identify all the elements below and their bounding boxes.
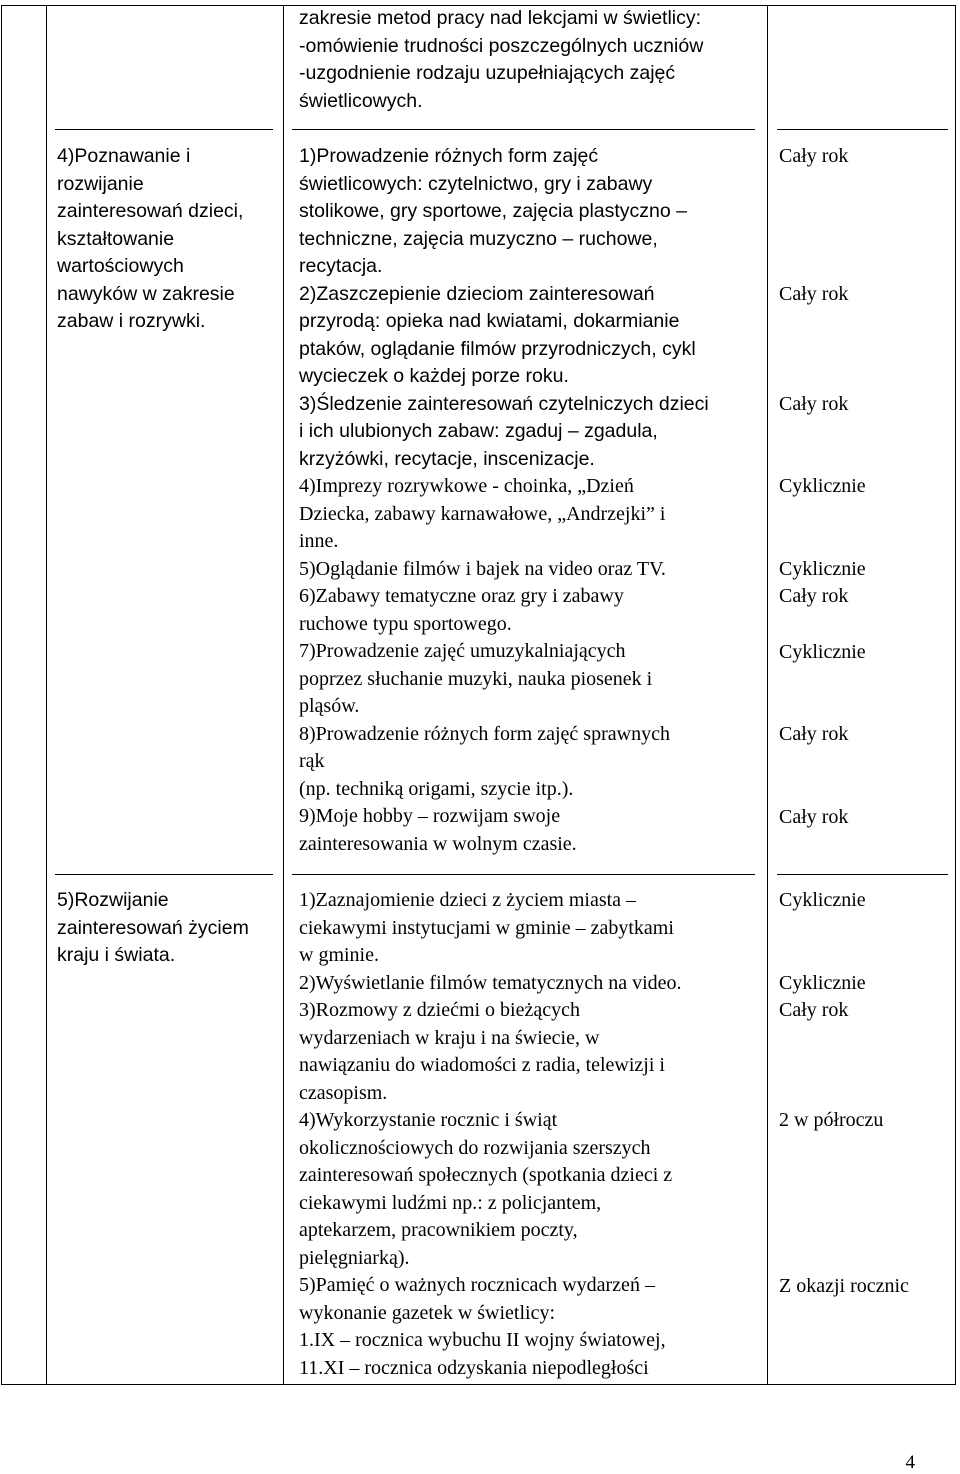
- text-line: zainteresowań społecznych (spotkania dzieci z: [299, 1164, 673, 1186]
- row-separator: [777, 874, 948, 875]
- text-line: 9)Moje hobby – rozwijam swoje: [299, 805, 561, 827]
- text-line: -uzgodnienie rodzaju uzupełniających zajęć: [299, 62, 676, 84]
- term-label: Cyklicznie: [779, 972, 866, 994]
- text-line: zainteresowań życiem: [57, 916, 249, 939]
- row-separator: [292, 874, 755, 875]
- text-line: 8)Prowadzenie różnych form zajęć sprawnych: [299, 722, 670, 745]
- text-line: 1.IX – rocznica wybuchu II wojny światowej,: [299, 1329, 666, 1351]
- section-4-tasks-part2: [299, 473, 670, 858]
- text-line: -omówienie trudności poszczególnych uczniów: [299, 34, 704, 57]
- text-line: wycieczek o każdej porze roku.: [299, 365, 569, 387]
- term-label: Cały rok: [779, 393, 849, 415]
- text-line: kształtowanie: [57, 227, 175, 250]
- term-label: Cyklicznie: [779, 889, 866, 911]
- term-label: 2 w półroczu: [779, 1109, 884, 1131]
- text-line: 4)Poznawanie i: [57, 145, 191, 167]
- term-label: Z okazji rocznic: [779, 1275, 909, 1297]
- text-line: wydarzeniach w kraju i na świecie, w: [299, 1026, 600, 1049]
- term-label: Cały rok: [779, 723, 849, 745]
- column-divider-1: [46, 5, 47, 1385]
- term-label: Cały rok: [779, 585, 849, 607]
- text-line: czasopism.: [299, 1081, 388, 1104]
- text-line: inne.: [299, 530, 339, 552]
- text-line: rąk: [299, 750, 325, 772]
- text-line: 1)Prowadzenie różnych form zajęć: [299, 145, 599, 167]
- text-line: 1)Zaznajomienie dzieci z życiem miasta –: [299, 889, 637, 911]
- row-separator: [292, 129, 755, 130]
- text-line: w gminie.: [299, 944, 379, 966]
- section-4-topic: [57, 143, 243, 336]
- text-line: nawiązaniu do wiadomości z radia, telewizji i: [299, 1054, 665, 1076]
- text-line: kraju i świata.: [57, 944, 176, 966]
- text-line: 5)Pamięć o ważnych rocznicach wydarzeń –: [299, 1274, 655, 1296]
- text-line: 4)Wykorzystanie rocznic i świąt: [299, 1109, 558, 1131]
- text-line: pielęgniarką).: [299, 1246, 410, 1269]
- term-label: Cyklicznie: [779, 475, 866, 497]
- text-line: zakresie metod pracy nad lekcjami w świetlicy:: [299, 7, 702, 29]
- text-line: 5)Oglądanie filmów i bajek na video oraz TV.: [299, 557, 666, 580]
- text-line: techniczne, zajęcia muzyczno – ruchowe,: [299, 227, 658, 250]
- text-line: wykonanie gazetek w świetlicy:: [299, 1301, 556, 1324]
- intro-text: [299, 5, 703, 115]
- text-line: poprzez słuchanie muzyki, nauka piosenek i: [299, 667, 653, 690]
- text-line: świetlicowych: czytelnictwo, gry i zabawy: [299, 172, 653, 195]
- text-line: zabaw i rozrywki.: [57, 310, 206, 332]
- text-line: świetlicowych.: [299, 89, 423, 112]
- text-line: zainteresowań dzieci,: [57, 200, 244, 222]
- text-line: Dziecka, zabawy karnawałowe, „Andrzejki” i: [299, 502, 666, 525]
- text-line: 3)Śledzenie zainteresowań czytelniczych dzieci: [299, 392, 709, 415]
- text-line: i ich ulubionych zabaw: zgaduj – zgadula,: [299, 420, 658, 442]
- term-label: Cały rok: [779, 283, 849, 305]
- text-line: pląsów.: [299, 695, 360, 717]
- row-separator: [777, 129, 948, 130]
- term-label: Cyklicznie: [779, 641, 866, 663]
- section-5-topic: [57, 887, 249, 970]
- text-line: krzyżówki, recytacje, inscenizacje.: [299, 447, 595, 470]
- term-label: Cyklicznie: [779, 558, 866, 580]
- text-line: stolikowe, gry sportowe, zajęcia plastyczno –: [299, 200, 688, 222]
- text-line: 2)Wyświetlanie filmów tematycznych na video.: [299, 971, 682, 994]
- text-line: 2)Zaszczepienie dzieciom zainteresowań: [299, 282, 655, 305]
- text-line: 11.XI – rocznica odzyskania niepodległości: [299, 1356, 649, 1379]
- text-line: ciekawymi instytucjami w gminie – zabytkami: [299, 916, 674, 939]
- section-5-tasks: [299, 887, 682, 1382]
- text-line: recytacja.: [299, 255, 383, 277]
- text-line: ciekawymi ludźmi np.: z policjantem,: [299, 1191, 602, 1214]
- text-line: 7)Prowadzenie zajęć umuzykalniających: [299, 640, 626, 662]
- text-line: okolicznościowych do rozwijania szerszych: [299, 1136, 651, 1159]
- text-line: aptekarzem, pracownikiem poczty,: [299, 1219, 578, 1241]
- text-line: 3)Rozmowy z dziećmi o bieżących: [299, 999, 580, 1021]
- text-line: nawyków w zakresie: [57, 282, 235, 305]
- term-label: Cały rok: [779, 999, 849, 1021]
- text-line: wartościowych: [57, 255, 184, 277]
- text-line: (np. techniką origami, szycie itp.).: [299, 777, 574, 800]
- section-4-tasks-part1: [299, 143, 709, 473]
- row-separator: [55, 129, 273, 130]
- text-line: przyrodą: opieka nad kwiatami, dokarmianie: [299, 310, 680, 332]
- text-line: rozwijanie: [57, 172, 144, 195]
- text-line: 4)Imprezy rozrywkowe - choinka, „Dzień: [299, 475, 634, 497]
- column-divider-3: [767, 5, 768, 1385]
- text-line: 6)Zabawy tematyczne oraz gry i zabawy: [299, 585, 624, 607]
- text-line: zainteresowania w wolnym czasie.: [299, 832, 577, 855]
- row-separator: [55, 874, 273, 875]
- column-divider-2: [283, 5, 284, 1385]
- page-number: 4: [905, 1452, 915, 1473]
- text-line: ruchowe typu sportowego.: [299, 612, 512, 635]
- text-line: ptaków, oglądanie filmów przyrodniczych, cykl: [299, 337, 696, 360]
- text-line: 5)Rozwijanie: [57, 889, 169, 911]
- term-label: Cały rok: [779, 145, 849, 167]
- term-label: Cały rok: [779, 806, 849, 828]
